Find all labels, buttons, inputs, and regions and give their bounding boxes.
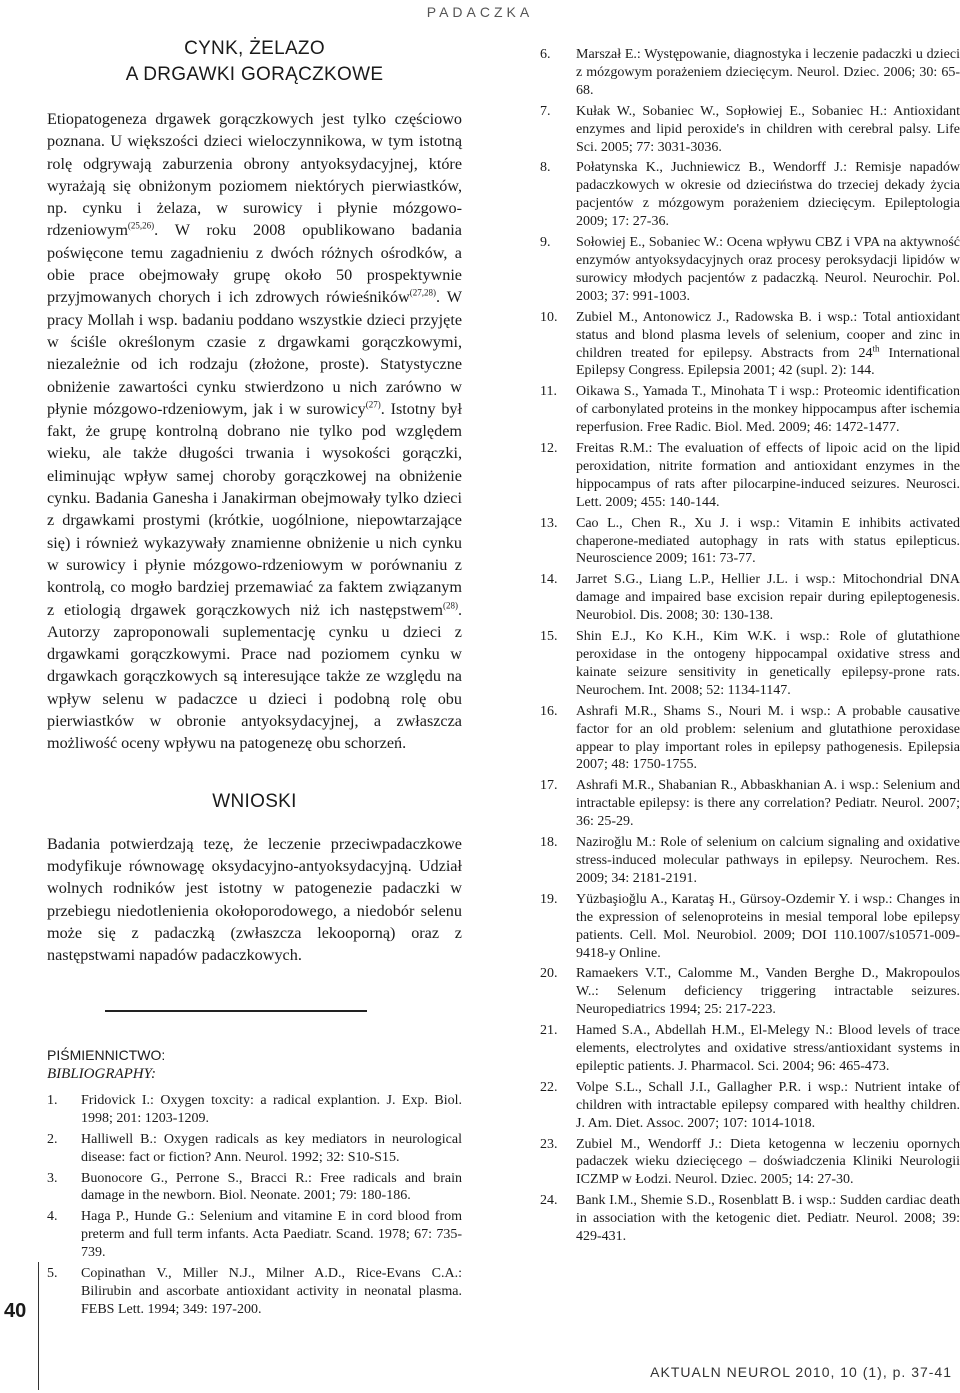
reference-text: Halliwell B.: Oxygen radicals as key mediators in neurological disease: fact or fiction? Ann. Neurol. 1992; 32: S10-S15. <box>81 1131 462 1165</box>
journal-footer: AKTUALN NEUROL 2010, 10 (1), p. 37-41 <box>650 1364 952 1380</box>
reference-number: 8. <box>540 160 551 176</box>
title-line-1: CYNK, ŻELAZO <box>184 38 325 59</box>
reference-item <box>540 440 960 512</box>
divider-line <box>105 1010 367 1012</box>
reference-item <box>540 1079 960 1133</box>
title-line-2: A DRGAWKI GORĄCZKOWE <box>125 64 384 85</box>
reference-number: 20. <box>540 966 558 982</box>
reference-item <box>540 103 960 157</box>
reference-number: 12. <box>540 441 558 457</box>
reference-number: 10. <box>540 309 558 325</box>
reference-number: 13. <box>540 515 558 531</box>
reference-text: Ramaekers V.T., Calomme M., Vanden Berghe D., Makropoulos W..: Selenum deficiency triggering intractable seizures. Neuropediatrics 1994; 25: 217-223. <box>576 966 960 1018</box>
bibliography-heading-en: BIBLIOGRAPHY: <box>47 1065 157 1082</box>
reference-text: Fridovick I.: Oxygen toxcity: a radical explantion. J. Exp. Biol. 1998; 201: 1203-1209. <box>81 1092 462 1126</box>
reference-text: Marszał E.: Występowanie, diagnostyka i leczenie padaczki u dzieci z mózgowym porażeniem dziecięcym. Neurol. Dziec. 2006; 30: 65-68. <box>576 47 960 98</box>
reference-number: 2. <box>47 1131 58 1147</box>
conclusions-title: WNIOSKI <box>212 790 297 812</box>
reference-item <box>540 571 960 625</box>
reference-text: Zubiel M., Wendorff J.: Dieta ketogenna w leczeniu opornych padaczek wieku dziecięcego – doświadczenia Kliniki Neurologii ICZMP w Łodzi. Neurol. Dziec. 2005; 14: 27-30. <box>576 1136 960 1188</box>
reference-text: Kułak W., Sobaniec W., Sopłowiej E., Sobaniec H.: Antioxidant enzymes and lipid peroxide's in children with cerebral palsy. Life Sci. 2005; 77: 3031-3036. <box>576 103 960 155</box>
body-paragraph-2: Badania potwierdzają tezę, że leczenie przeciwpadaczkowe modyfikuje równowagę oksydacyjno-antyoksydacyjną. Udział wolnych rodników jest istotny w patogenezie padaczki w przebiegu niedotlenienia okołoporodowego, a niedobór selenu może się z padaczką (zwłaszcza lekooporną) oraz z następstwami napadów padaczkowych. <box>47 834 462 965</box>
reference-number: 19. <box>540 891 558 907</box>
reference-number: 5. <box>47 1266 58 1282</box>
reference-item <box>540 309 960 381</box>
reference-text: Haga P., Hunde G.: Selenium and vitamine E in cord blood from preterm and full term infants. Acta Paediatr. Scand. 1978; 67: 735-739. <box>81 1209 462 1261</box>
reference-item <box>540 46 960 100</box>
reference-number: 18. <box>540 835 558 851</box>
reference-text: Volpe S.L., Schall J.I., Gallagher P.R. i wsp.: Nutrient intake of children with intractable epilepsy compared with healthy children. J. Am. Diet. Assoc. 2007; 107: 1014-1018. <box>576 1079 960 1131</box>
reference-item <box>540 703 960 775</box>
reference-item <box>540 628 960 700</box>
reference-item <box>540 515 960 569</box>
reference-text: Naziroğlu M.: Role of selenium on calcium signaling and oxidative stress-induced molecular pathways in epilepsy. Neurochem. Res. 2009; 34: 2181-2191. <box>576 835 960 886</box>
reference-number: 17. <box>540 778 558 794</box>
reference-item <box>540 159 960 231</box>
page-number: 40 <box>4 1300 27 1322</box>
reference-number: 22. <box>540 1079 558 1095</box>
page-number-rule <box>38 1262 39 1390</box>
reference-number: 9. <box>540 235 551 251</box>
reference-item <box>540 1136 960 1190</box>
reference-item <box>540 1192 960 1246</box>
right-column <box>540 46 960 1249</box>
bibliography-heading <box>47 1046 462 1084</box>
reference-number: 6. <box>540 47 551 62</box>
reference-number: 15. <box>540 629 558 645</box>
reference-list-right <box>540 46 960 1246</box>
reference-number: 24. <box>540 1193 558 1209</box>
reference-item <box>540 1022 960 1076</box>
reference-number: 4. <box>47 1209 58 1225</box>
reference-number: 7. <box>540 103 551 119</box>
reference-text: Ashrafi M.R., Shams S., Nouri M. i wsp.: A probable causative factor for an old problem: selenium and glutathione peroxidase appear to play important roles in epilepsy pathogenesis. Epilepsia 2007; 48: 1750-1755. <box>576 703 960 773</box>
reference-text: Copinathan V., Miller N.J., Milner A.D., Rice-Evans C.A.: Bilirubin and ascorbate antioxidant activity in neonatal plasma. FEBS Lett. 1994; 349: 197-200. <box>81 1266 462 1317</box>
reference-text: Ashrafi M.R., Shabanian R., Abbaskhanian A. i wsp.: Selenium and intractable epilepsy: is there any correlation? Pediatr. Neurol. 2007; 36: 25-29. <box>576 778 960 830</box>
reference-text: Sołowiej E., Sobaniec W.: Ocena wpływu CBZ i VPA na aktywność enzymów antyoksydacyjnych oraz procesy peroksydacji lipidów w surowicy młodych pacjentów z padaczką. Neurol. Neurochir. Pol. 2003; 37: 991-1003. <box>576 235 960 304</box>
reference-item <box>540 891 960 963</box>
reference-item <box>47 1092 462 1128</box>
reference-number: 21. <box>540 1023 558 1039</box>
reference-text: Freitas R.M.: The evaluation of effects of lipoic acid on the lipid peroxidation, nitrite formation and antioxidant enzymes in the hippocampus of rats after pilocarpine-induced seizures. Neurosci. Lett. 2009; 455: 140-144. <box>576 441 960 510</box>
reference-text: Jarret S.G., Liang L.P., Hellier J.L. i wsp.: Mitochondrial DNA damage and impaired base excision repair during epileptogenesis. Neurobiol. Dis. 2008; 30: 130-138. <box>576 572 960 624</box>
reference-text: Oikawa S., Yamada T., Minohata T i wsp.: Proteomic identification of carbonylated proteins in the monkey hippocampus after ischemia reperfusion. Free Radic. Biol. Med. 2009; 46: 1472-1477. <box>576 384 960 436</box>
reference-item <box>540 234 960 306</box>
reference-item <box>540 383 960 437</box>
reference-item <box>47 1170 462 1206</box>
reference-number: 16. <box>540 703 558 719</box>
reference-text: Buonocore G., Perrone S., Bracci R.: Free radicals and brain damage in the newborn. Biol. Neonate. 2001; 79: 180-186. <box>81 1170 462 1204</box>
reference-item <box>47 1131 462 1167</box>
reference-number: 14. <box>540 572 558 588</box>
reference-item <box>540 965 960 1019</box>
reference-item <box>540 777 960 831</box>
reference-item <box>47 1265 462 1319</box>
reference-number: 11. <box>540 384 557 400</box>
bibliography-heading-pl: PIŚMIENNICTWO: <box>47 1046 166 1063</box>
reference-text: Zubiel M., Antonowicz J., Radowska B. i wsp.: Total antioxidant status and blond plasma levels of selenium, cooper and zinc in children treated for epilepsy. Abstracts from 24th International Epilepsy Congress. Epilepsia 2001; 42 (supl. 2): 144. <box>576 309 960 379</box>
section-title <box>47 36 462 88</box>
reference-text: Połatynska K., Juchniewicz B., Wendorff J.: Remisje napadów padaczkowych w okresie od dzieciństwa do trzeciej dekady życia pacjentów z mózgowym porażeniem dziecięcym. Epileptologia 2009; 17: 27-36. <box>576 160 960 230</box>
reference-item <box>47 1208 462 1262</box>
reference-text: Cao L., Chen R., Xu J. i wsp.: Vitamin E inhibits activated chaperone-mediated autophagy in rats with status epilepticus. Neuroscience 2009; 161: 73-77. <box>576 515 960 567</box>
section-header: PADACZKA <box>426 4 534 20</box>
reference-text: Bank I.M., Shemie S.D., Rosenblatt B. i wsp.: Sudden cardiac death in association with the ketogenic diet. Pediatr. Neurol. 2008; 39: 429-431. <box>576 1193 960 1245</box>
reference-list-left <box>47 1092 462 1319</box>
body-paragraph-1: Etiopatogeneza drgawek gorączkowych jest tylko częściowo poznana. U większości dzieci wieloczynnikowa, w tym istotną rolę odgrywają zaburzenia obrony antyoksydacyjnej, które wyrażają się obniżonym poziomem niektórych pierwiastków, np. cynku i żelaza, w surowicy i płynie mózgowo-rdzeniowym$^{(25,26)}$. W roku 2008 opublikowano badania poświęcone temu zagadnieniu z dwóch różnych ośrodków, a obie prace obejmowały grupę około 50 prospektywnie przyjmowanych chorych i ich zdrowych rówieśników$^{(27,28)}$. W pracy Mollah i wsp. badaniu poddano wszystkie dzieci przyjęte w ściśle określonym czasie z drgawkami gorączkowymi, niezależnie od ich rodzaju (złożone, proste). Statystyczne obniżenie zawartości cynku stwierdzono u nich zarówno w płynie mózgowo-rdzeniowym, jak i w surowicy$^{(27)}$. Istotny był fakt, że grupę kontrolną dobrano nie tylko pod względem wieku, ale także długości trwania i wysokości gorączki, eliminując wpływ samej choroby gorączkowej na obniżenie cynku. Badania Ganesha i Janakirman obejmowały tylko dzieci z drgawkami prostymi (krótkie, uogólnione, niepowtarzające się) i również wykazywały znamienne obniżenie u nich cynku w surowicy i płynie mózgowo-rdzeniowym w porównaniu z kontrolą, co mogło bardziej przemawiać za faktem związanym z etiologią drgawek gorączkowych niż ich następstwem$^{(28)}$. Autorzy zaproponowali suplementację cynku u dzieci z drgawkami gorączkowymi. Prace nad poziomem cynku w drgawkach gorączkowych są interesujące także ze względu na wpływ selenu w padaczce u dzieci i podobną rolę obu pierwiastków w obronie antyoksydacyjnej, a zwłaszcza możliwość oceny wpływu na patogenezę obu schorzeń. <box>47 110 463 753</box>
reference-text: Yüzbaşioğlu A., Karataş H., Gürsoy-Ozdemir Y. i wsp.: Changes in the expression of selenoproteins in mesial temporal lobe epilepsy patients. Cell. Mol. Neurobiol. 2009; DOI 110.1007/s10571-009-9418-y Online. <box>576 891 960 961</box>
reference-number: 23. <box>540 1136 558 1152</box>
reference-item <box>540 834 960 888</box>
reference-number: 3. <box>47 1170 58 1186</box>
reference-number: 1. <box>47 1092 58 1108</box>
reference-text: Hamed S.A., Abdellah H.M., El-Melegy N.: Blood levels of trace elements, electrolytes and oxidative stress/antioxidant systems in epileptic patients. J. Pharmacol. Sci. 2004; 96: 465-473. <box>576 1023 960 1074</box>
reference-text: Shin E.J., Ko K.H., Kim W.K. i wsp.: Role of glutathione peroxidase in the ontogeny hippocampal oxidative stress and kainate seizure sensitivity in genetically epilepsy-prone rats. Neurochem. Int. 2008; 52: 1134-1147. <box>576 629 960 698</box>
left-column <box>47 36 462 1322</box>
